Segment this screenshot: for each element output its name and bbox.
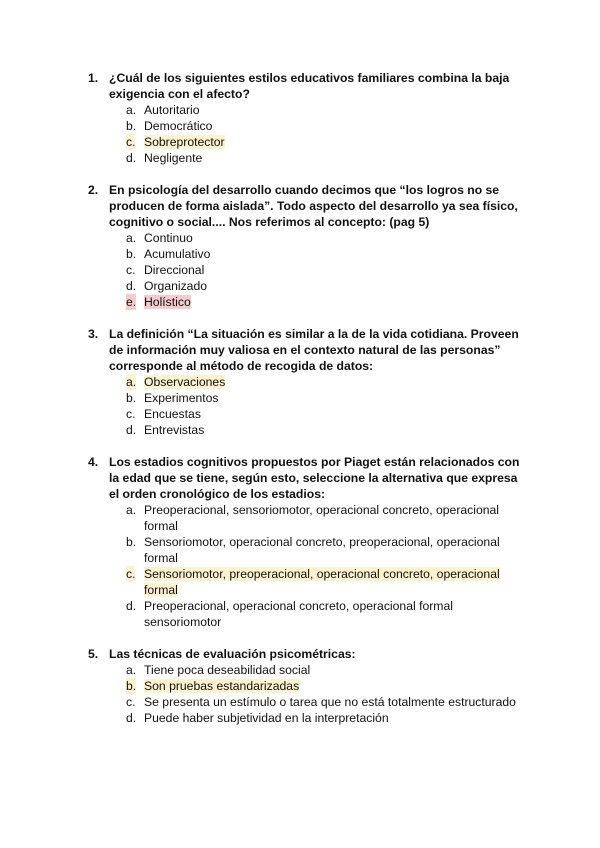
option-letter: b. [126,535,137,549]
option-text: Puede haber subjetividad en la interpretación [144,711,389,725]
option-text: Direccional [144,263,205,277]
option-letter: b. [126,247,137,261]
option-letter: b. [126,119,137,133]
question-text: Los estadios cognitivos propuestos por Piaget están relacionados con la edad que se tiene, según esto, seleccione la alternativa que expresa el orden cronológico de los estadios: [109,455,520,501]
question-number: 4. [88,455,99,469]
answer-option [88,678,528,694]
option-letter-highlighted: a. [126,375,137,389]
option-text: Se presenta un estímulo o tarea que no está totalmente estructurado [144,695,516,709]
question-3 [88,326,528,438]
option-letter: a. [126,663,137,677]
option-text: Preoperacional, operacional concreto, operacional formal sensoriomotor [144,599,453,629]
question-number: 2. [88,183,99,197]
answer-option [88,102,528,118]
option-list [88,102,528,166]
option-letter: a. [126,503,137,517]
question-4 [88,454,528,630]
answer-option [88,278,528,294]
option-letter: c. [126,695,136,709]
question-text: ¿Cuál de los siguientes estilos educativos familiares combina la baja exigencia con el afecto? [109,71,510,101]
option-letter: d. [126,279,137,293]
option-text: Democrático [144,119,213,133]
answer-option [88,502,528,534]
answer-option [88,422,528,438]
answer-option [88,294,528,310]
option-letter-highlighted: e. [126,295,137,309]
answer-option [88,710,528,726]
option-letter: a. [126,103,137,117]
answer-option [88,374,528,390]
question-number: 5. [88,647,99,661]
option-text: Preoperacional, sensoriomotor, operacional concreto, operacional formal [144,503,500,533]
option-text-highlighted: Holístico [144,295,191,309]
option-text: Acumulativo [144,247,211,261]
option-letter: d. [126,711,137,725]
option-text: Tiene poca deseabilidad social [144,663,311,677]
option-letter: d. [126,599,137,613]
option-letter: d. [126,423,137,437]
question-5 [88,646,528,726]
option-list [88,230,528,310]
option-letter: b. [126,391,137,405]
answer-option [88,390,528,406]
option-text: Experimentos [144,391,219,405]
option-text-highlighted: Sobreprotector [144,135,225,149]
option-letter-highlighted: b. [126,679,137,693]
option-letter-highlighted: c. [126,135,136,149]
question-text: En psicología del desarrollo cuando decimos que “los logros no se producen de forma aislada”. Todo aspecto del desarrollo ya sea físico, cognitivo o social.... Nos referimos al concepto: (pag 5) [109,183,518,229]
option-text: Encuestas [144,407,201,421]
answer-option [88,230,528,246]
answer-option [88,662,528,678]
option-list [88,374,528,438]
question-number: 1. [88,71,99,85]
answer-option [88,534,528,566]
option-list [88,502,528,630]
question-2 [88,182,528,310]
option-letter-highlighted: c. [126,567,136,581]
question-number: 3. [88,327,99,341]
option-text-highlighted: Son pruebas estandarizadas [144,679,300,693]
answer-option [88,246,528,262]
option-list [88,662,528,726]
option-letter: d. [126,151,137,165]
option-letter: c. [126,407,136,421]
option-text: Sensoriomotor, operacional concreto, preoperacional, operacional formal [144,535,500,565]
option-text: Negligente [144,151,203,165]
answer-option [88,134,528,150]
question-text: La definición “La situación es similar a la de la vida cotidiana. Proveen de información muy valiosa en el contexto natural de las personas” corresponde al método de recogida de datos: [109,327,519,373]
answer-option [88,406,528,422]
option-letter: a. [126,231,137,245]
option-text: Organizado [144,279,208,293]
answer-option [88,566,528,598]
option-text: Entrevistas [144,423,205,437]
option-text-highlighted: Observaciones [144,375,226,389]
answer-option [88,262,528,278]
option-letter: c. [126,263,136,277]
option-text-highlighted: Sensoriomotor, preoperacional, operacional concreto, operacional formal [144,567,500,597]
answer-option [88,118,528,134]
answer-option [88,694,528,710]
option-text: Autoritario [144,103,200,117]
question-text: Las técnicas de evaluación psicométricas: [109,647,356,661]
question-1 [88,70,528,166]
option-text: Continuo [144,231,193,245]
answer-option [88,150,528,166]
answer-option [88,598,528,630]
question-list [88,70,528,742]
